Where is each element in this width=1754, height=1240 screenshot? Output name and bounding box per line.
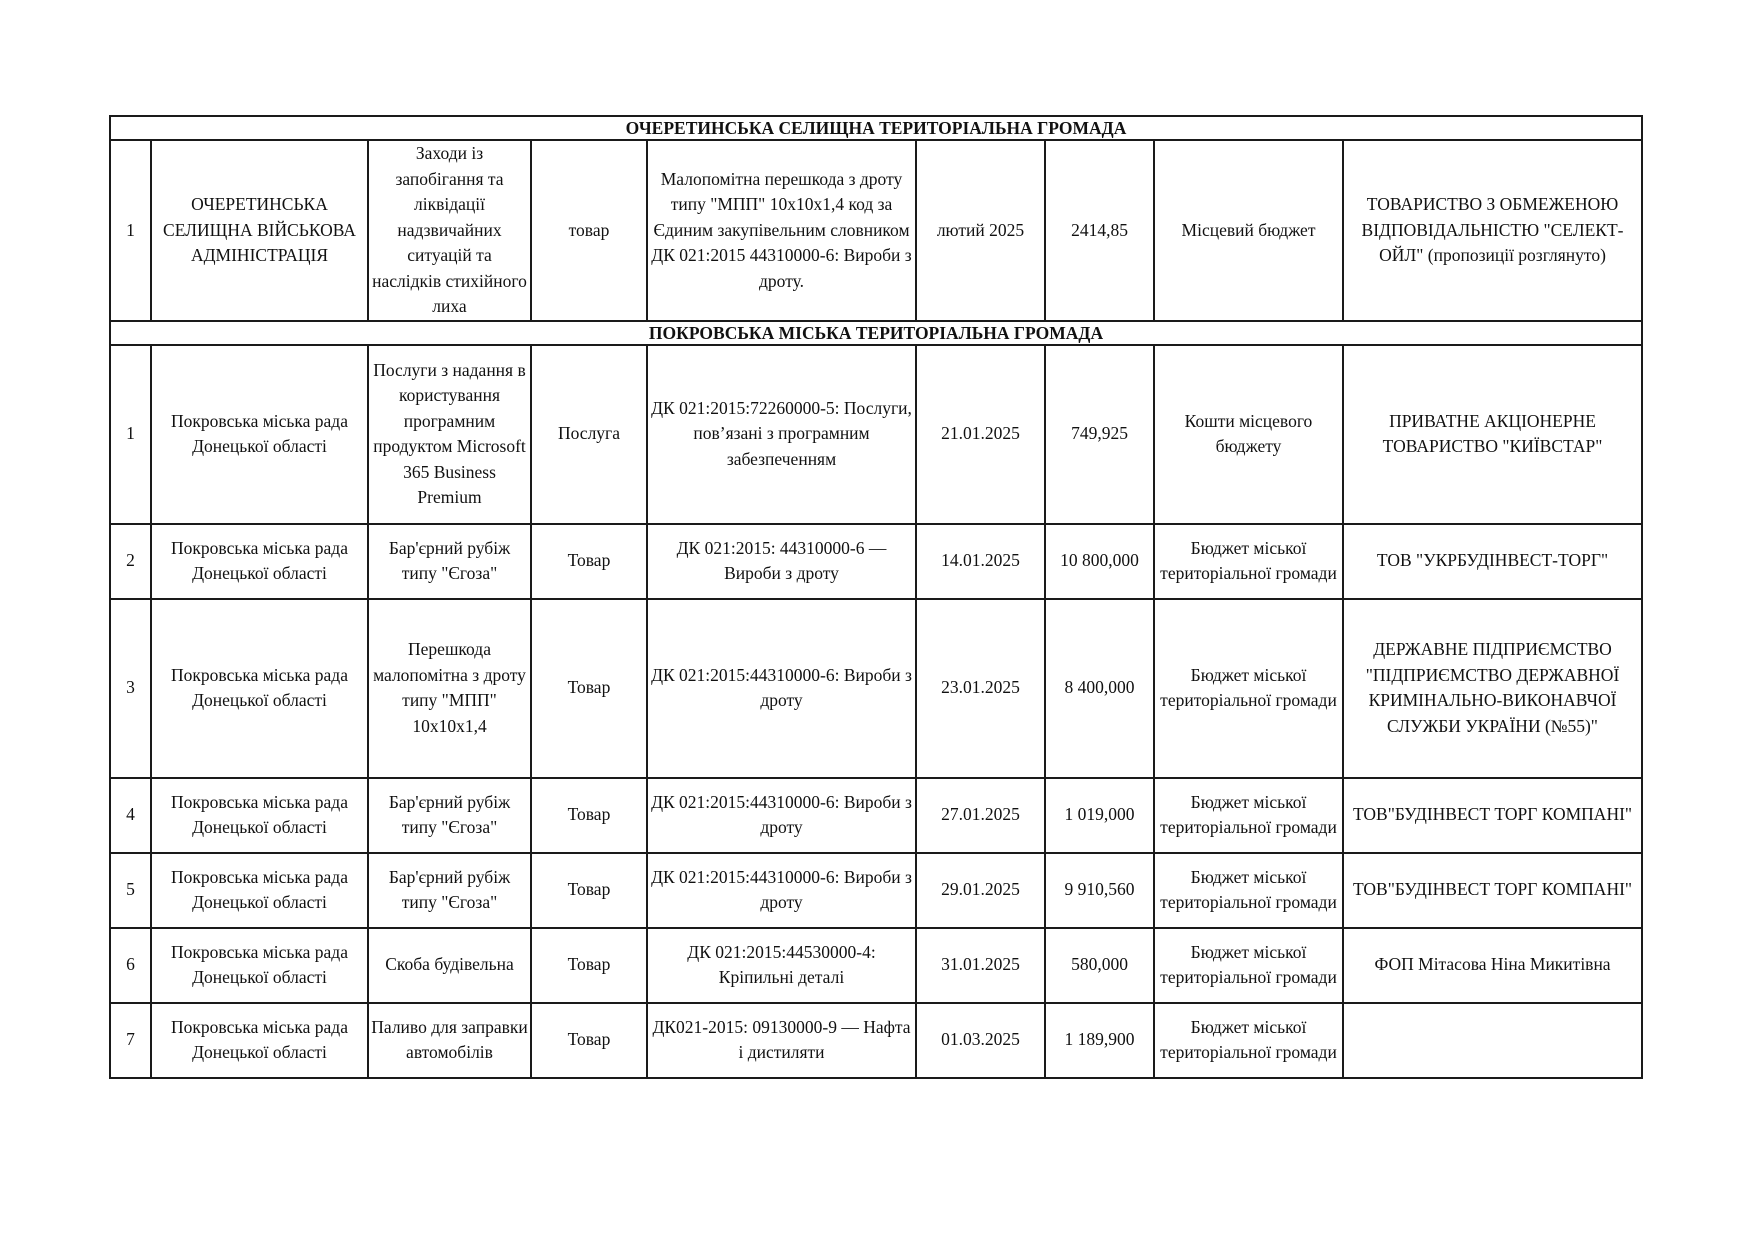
row-number: 5 <box>110 853 151 928</box>
amount-cell: 580,000 <box>1045 928 1154 1003</box>
supplier-cell: ФОП Мітасова Ніна Микитівна <box>1343 928 1642 1003</box>
amount-cell: 9 910,560 <box>1045 853 1154 928</box>
description-cell: ДК 021:2015:44310000-6: Вироби з дроту <box>647 853 916 928</box>
description-cell: Малопомітна перешкода з дроту типу "МПП" 10х10х1,4 код за Єдиним закупівельним словником ДК 021:2015 44310000-6: Вироби з дроту. <box>647 140 916 321</box>
date-cell: 29.01.2025 <box>916 853 1045 928</box>
subject-cell: Бар'єрний рубіж типу "Єгоза" <box>368 778 531 853</box>
amount-cell: 749,925 <box>1045 345 1154 524</box>
supplier-cell: ПРИВАТНЕ АКЦІОНЕРНЕ ТОВАРИСТВО "КИЇВСТАР" <box>1343 345 1642 524</box>
table-row <box>110 599 1642 778</box>
supplier-cell: ТОВ"БУДІНВЕСТ ТОРГ КОМПАНІ" <box>1343 778 1642 853</box>
customer-cell: ОЧЕРЕТИНСЬКА СЕЛИЩНА ВІЙСЬКОВА АДМІНІСТРАЦІЯ <box>151 140 368 321</box>
funding-cell: Кошти місцевого бюджету <box>1154 345 1343 524</box>
type-cell: Товар <box>531 599 647 778</box>
supplier-cell: ТОВ "УКРБУДІНВЕСТ-ТОРГ" <box>1343 524 1642 599</box>
supplier-cell: ДЕРЖАВНЕ ПІДПРИЄМСТВО "ПІДПРИЄМСТВО ДЕРЖАВНОЇ КРИМІНАЛЬНО-ВИКОНАВЧОЇ СЛУЖБИ УКРАЇНИ (№55)" <box>1343 599 1642 778</box>
customer-cell: Покровська міська рада Донецької області <box>151 599 368 778</box>
supplier-cell: ТОВ"БУДІНВЕСТ ТОРГ КОМПАНІ" <box>1343 853 1642 928</box>
date-cell: 27.01.2025 <box>916 778 1045 853</box>
row-number: 6 <box>110 928 151 1003</box>
procurement-table <box>109 115 1643 1079</box>
section-header-row <box>110 116 1642 140</box>
subject-cell: Скоба будівельна <box>368 928 531 1003</box>
table-row <box>110 345 1642 524</box>
funding-cell: Бюджет міської територіальної громади <box>1154 928 1343 1003</box>
description-cell: ДК 021:2015:72260000-5: Послуги, пов’язані з програмним забезпеченням <box>647 345 916 524</box>
customer-cell: Покровська міська рада Донецької області <box>151 778 368 853</box>
type-cell: Товар <box>531 1003 647 1078</box>
supplier-cell <box>1343 1003 1642 1078</box>
funding-cell: Місцевий бюджет <box>1154 140 1343 321</box>
funding-cell: Бюджет міської територіальної громади <box>1154 599 1343 778</box>
row-number: 1 <box>110 140 151 321</box>
date-cell: 21.01.2025 <box>916 345 1045 524</box>
amount-cell: 1 019,000 <box>1045 778 1154 853</box>
table-row <box>110 524 1642 599</box>
table-row <box>110 1003 1642 1078</box>
customer-cell: Покровська міська рада Донецької області <box>151 524 368 599</box>
funding-cell: Бюджет міської територіальної громади <box>1154 1003 1343 1078</box>
customer-cell: Покровська міська рада Донецької області <box>151 1003 368 1078</box>
customer-cell: Покровська міська рада Донецької області <box>151 928 368 1003</box>
type-cell: Товар <box>531 778 647 853</box>
date-cell: 01.03.2025 <box>916 1003 1045 1078</box>
table-row <box>110 140 1642 321</box>
subject-cell: Заходи із запобігання та ліквідації надзвичайних ситуацій та наслідків стихійного лиха <box>368 140 531 321</box>
row-number: 4 <box>110 778 151 853</box>
table-row <box>110 778 1642 853</box>
description-cell: ДК 021:2015: 44310000-6 — Вироби з дроту <box>647 524 916 599</box>
subject-cell: Послуги з надання в користування програмним продуктом Microsoft 365 Business Premium <box>368 345 531 524</box>
description-cell: ДК 021:2015:44310000-6: Вироби з дроту <box>647 599 916 778</box>
type-cell: товар <box>531 140 647 321</box>
amount-cell: 8 400,000 <box>1045 599 1154 778</box>
section-header-row <box>110 321 1642 345</box>
section-title: ПОКРОВСЬКА МІСЬКА ТЕРИТОРІАЛЬНА ГРОМАДА <box>110 321 1642 345</box>
row-number: 7 <box>110 1003 151 1078</box>
subject-cell: Бар'єрний рубіж типу "Єгоза" <box>368 853 531 928</box>
amount-cell: 1 189,900 <box>1045 1003 1154 1078</box>
description-cell: ДК021-2015: 09130000-9 — Нафта і дистиляти <box>647 1003 916 1078</box>
type-cell: Послуга <box>531 345 647 524</box>
description-cell: ДК 021:2015:44310000-6: Вироби з дроту <box>647 778 916 853</box>
funding-cell: Бюджет міської територіальної громади <box>1154 524 1343 599</box>
funding-cell: Бюджет міської територіальної громади <box>1154 853 1343 928</box>
date-cell: лютий 2025 <box>916 140 1045 321</box>
row-number: 2 <box>110 524 151 599</box>
date-cell: 23.01.2025 <box>916 599 1045 778</box>
subject-cell: Паливо для заправки автомобілів <box>368 1003 531 1078</box>
date-cell: 31.01.2025 <box>916 928 1045 1003</box>
type-cell: Товар <box>531 853 647 928</box>
table-row <box>110 853 1642 928</box>
subject-cell: Бар'єрний рубіж типу "Єгоза" <box>368 524 531 599</box>
funding-cell: Бюджет міської територіальної громади <box>1154 778 1343 853</box>
section-title: ОЧЕРЕТИНСЬКА СЕЛИЩНА ТЕРИТОРІАЛЬНА ГРОМАДА <box>110 116 1642 140</box>
amount-cell: 2414,85 <box>1045 140 1154 321</box>
customer-cell: Покровська міська рада Донецької області <box>151 853 368 928</box>
description-cell: ДК 021:2015:44530000-4: Кріпильні деталі <box>647 928 916 1003</box>
type-cell: Товар <box>531 928 647 1003</box>
subject-cell: Перешкода малопомітна з дроту типу "МПП" 10х10х1,4 <box>368 599 531 778</box>
table-row <box>110 928 1642 1003</box>
supplier-cell: ТОВАРИСТВО З ОБМЕЖЕНОЮ ВІДПОВІДАЛЬНІСТЮ "СЕЛЕКТ-ОЙЛ" (пропозиції розглянуто) <box>1343 140 1642 321</box>
date-cell: 14.01.2025 <box>916 524 1045 599</box>
row-number: 1 <box>110 345 151 524</box>
customer-cell: Покровська міська рада Донецької області <box>151 345 368 524</box>
amount-cell: 10 800,000 <box>1045 524 1154 599</box>
row-number: 3 <box>110 599 151 778</box>
type-cell: Товар <box>531 524 647 599</box>
